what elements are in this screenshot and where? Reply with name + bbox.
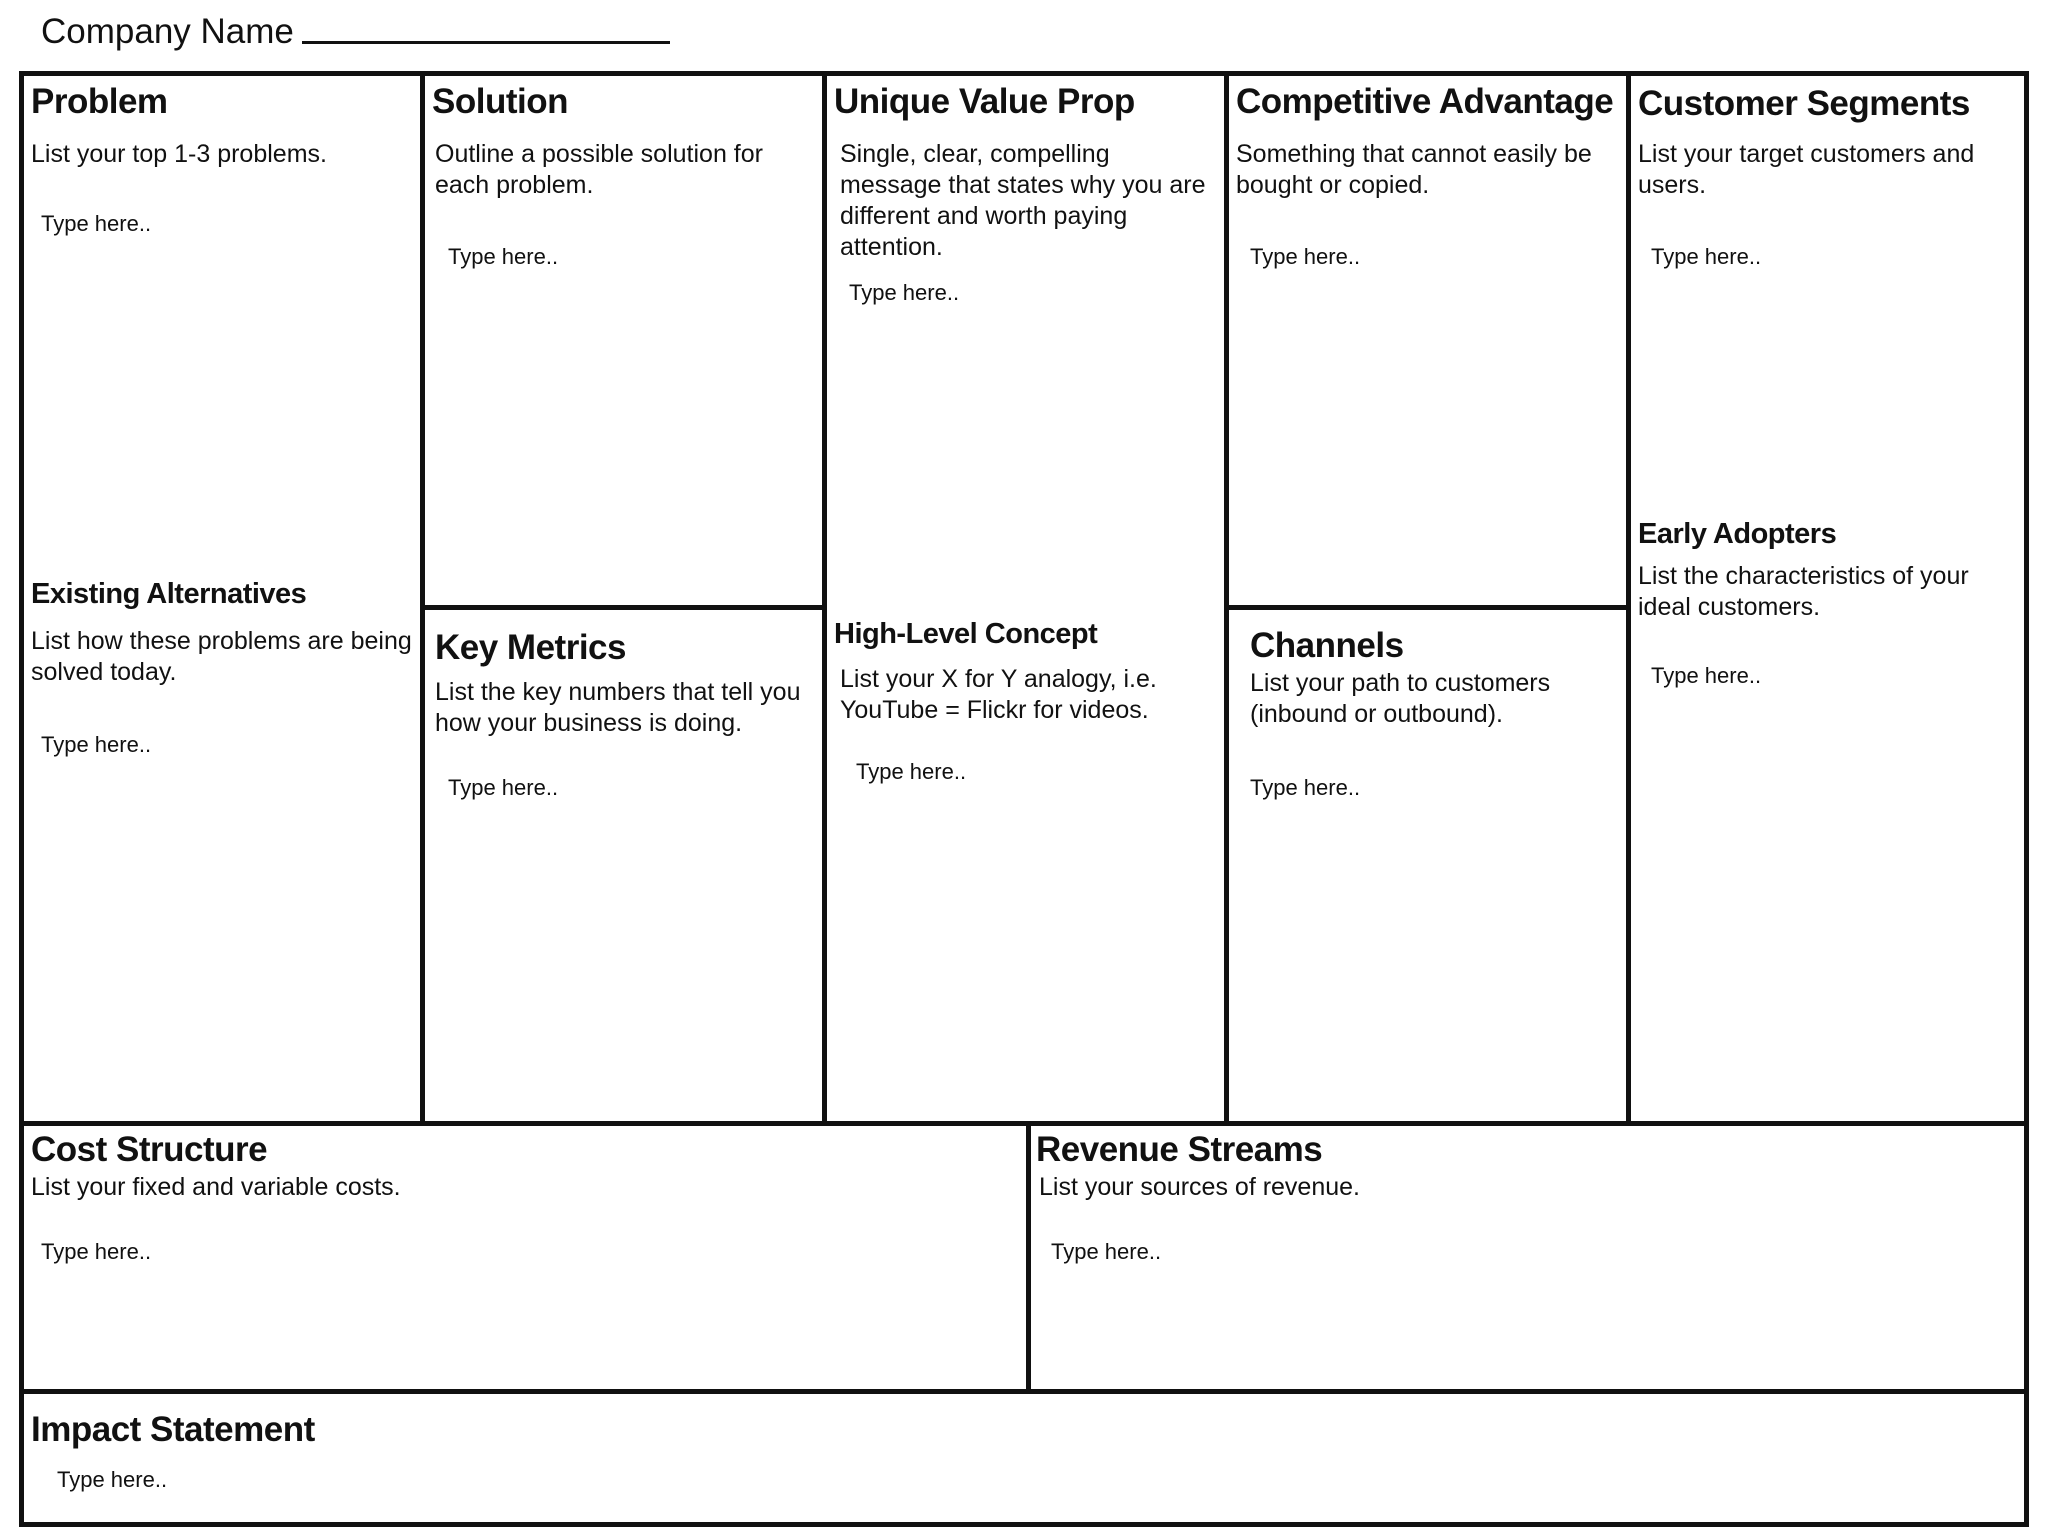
grid-border-left bbox=[19, 71, 24, 1527]
grid-divider-col-2 bbox=[822, 71, 827, 1126]
solution-description: Outline a possible solution for each problem. bbox=[435, 140, 763, 199]
key-metrics-description: List the key numbers that tell you how your business is doing. bbox=[435, 678, 801, 737]
revenue-streams-description: List your sources of revenue. bbox=[1039, 1173, 1360, 1201]
competitive-advantage-title: Competitive Advantage bbox=[1236, 82, 1614, 121]
grid-border-right bbox=[2024, 71, 2029, 1527]
high-level-concept-title: High-Level Concept bbox=[834, 618, 1098, 650]
grid-border-top bbox=[19, 71, 2029, 76]
early-adopters-description: List the characteristics of your ideal customers. bbox=[1638, 562, 1969, 621]
unique-value-prop-description: Single, clear, compelling message that states why you are different and worth paying attention. bbox=[840, 140, 1206, 261]
unique-value-prop-input[interactable]: Type here.. bbox=[849, 280, 960, 305]
customer-segments-description: List your target customers and users. bbox=[1638, 140, 1975, 199]
cost-structure-description: List your fixed and variable costs. bbox=[31, 1173, 401, 1201]
grid-border-bottom bbox=[19, 1522, 2029, 1527]
grid-divider-advantage-channels bbox=[1224, 605, 1631, 610]
channels-input[interactable]: Type here.. bbox=[1250, 775, 1361, 800]
channels-description: List your path to customers (inbound or outbound). bbox=[1250, 669, 1551, 728]
early-adopters-title: Early Adopters bbox=[1638, 518, 1837, 550]
grid-divider-cost-revenue bbox=[1026, 1121, 1031, 1393]
grid-divider-col-4 bbox=[1626, 71, 1631, 1126]
competitive-advantage-input[interactable]: Type here.. bbox=[1250, 244, 1361, 269]
cost-structure-input[interactable]: Type here.. bbox=[41, 1239, 152, 1264]
solution-title: Solution bbox=[432, 82, 568, 121]
high-level-concept-description: List your X for Y analogy, i.e. YouTube = Flickr for videos. bbox=[840, 665, 1157, 724]
company-name-label: Company Name bbox=[41, 12, 294, 51]
problem-description: List your top 1-3 problems. bbox=[31, 140, 327, 168]
grid-divider-upper-lower bbox=[19, 1121, 2029, 1126]
existing-alternatives-description: List how these problems are being solved today. bbox=[31, 627, 412, 686]
problem-input[interactable]: Type here.. bbox=[41, 211, 152, 236]
revenue-streams-title: Revenue Streams bbox=[1036, 1130, 1323, 1169]
competitive-advantage-description: Something that cannot easily be bought or copied. bbox=[1236, 140, 1592, 199]
customer-segments-title: Customer Segments bbox=[1638, 84, 1970, 123]
key-metrics-input[interactable]: Type here.. bbox=[448, 775, 559, 800]
impact-statement-input[interactable]: Type here.. bbox=[57, 1467, 168, 1492]
grid-divider-impact bbox=[19, 1389, 2029, 1394]
channels-title: Channels bbox=[1250, 626, 1404, 665]
cost-structure-title: Cost Structure bbox=[31, 1130, 268, 1169]
key-metrics-title: Key Metrics bbox=[435, 628, 626, 667]
customer-segments-input[interactable]: Type here.. bbox=[1651, 244, 1762, 269]
revenue-streams-input[interactable]: Type here.. bbox=[1051, 1239, 1162, 1264]
impact-statement-title: Impact Statement bbox=[31, 1410, 315, 1449]
company-name-field[interactable] bbox=[302, 8, 670, 44]
unique-value-prop-title: Unique Value Prop bbox=[834, 82, 1135, 121]
solution-input[interactable]: Type here.. bbox=[448, 244, 559, 269]
grid-divider-col-1 bbox=[420, 71, 425, 1126]
high-level-concept-input[interactable]: Type here.. bbox=[856, 759, 967, 784]
grid-divider-col-3 bbox=[1224, 71, 1229, 1126]
existing-alternatives-input[interactable]: Type here.. bbox=[41, 732, 152, 757]
grid-divider-solution-metrics bbox=[420, 605, 827, 610]
existing-alternatives-title: Existing Alternatives bbox=[31, 578, 307, 610]
early-adopters-input[interactable]: Type here.. bbox=[1651, 663, 1762, 688]
company-name-row bbox=[41, 8, 670, 56]
problem-title: Problem bbox=[31, 82, 168, 121]
